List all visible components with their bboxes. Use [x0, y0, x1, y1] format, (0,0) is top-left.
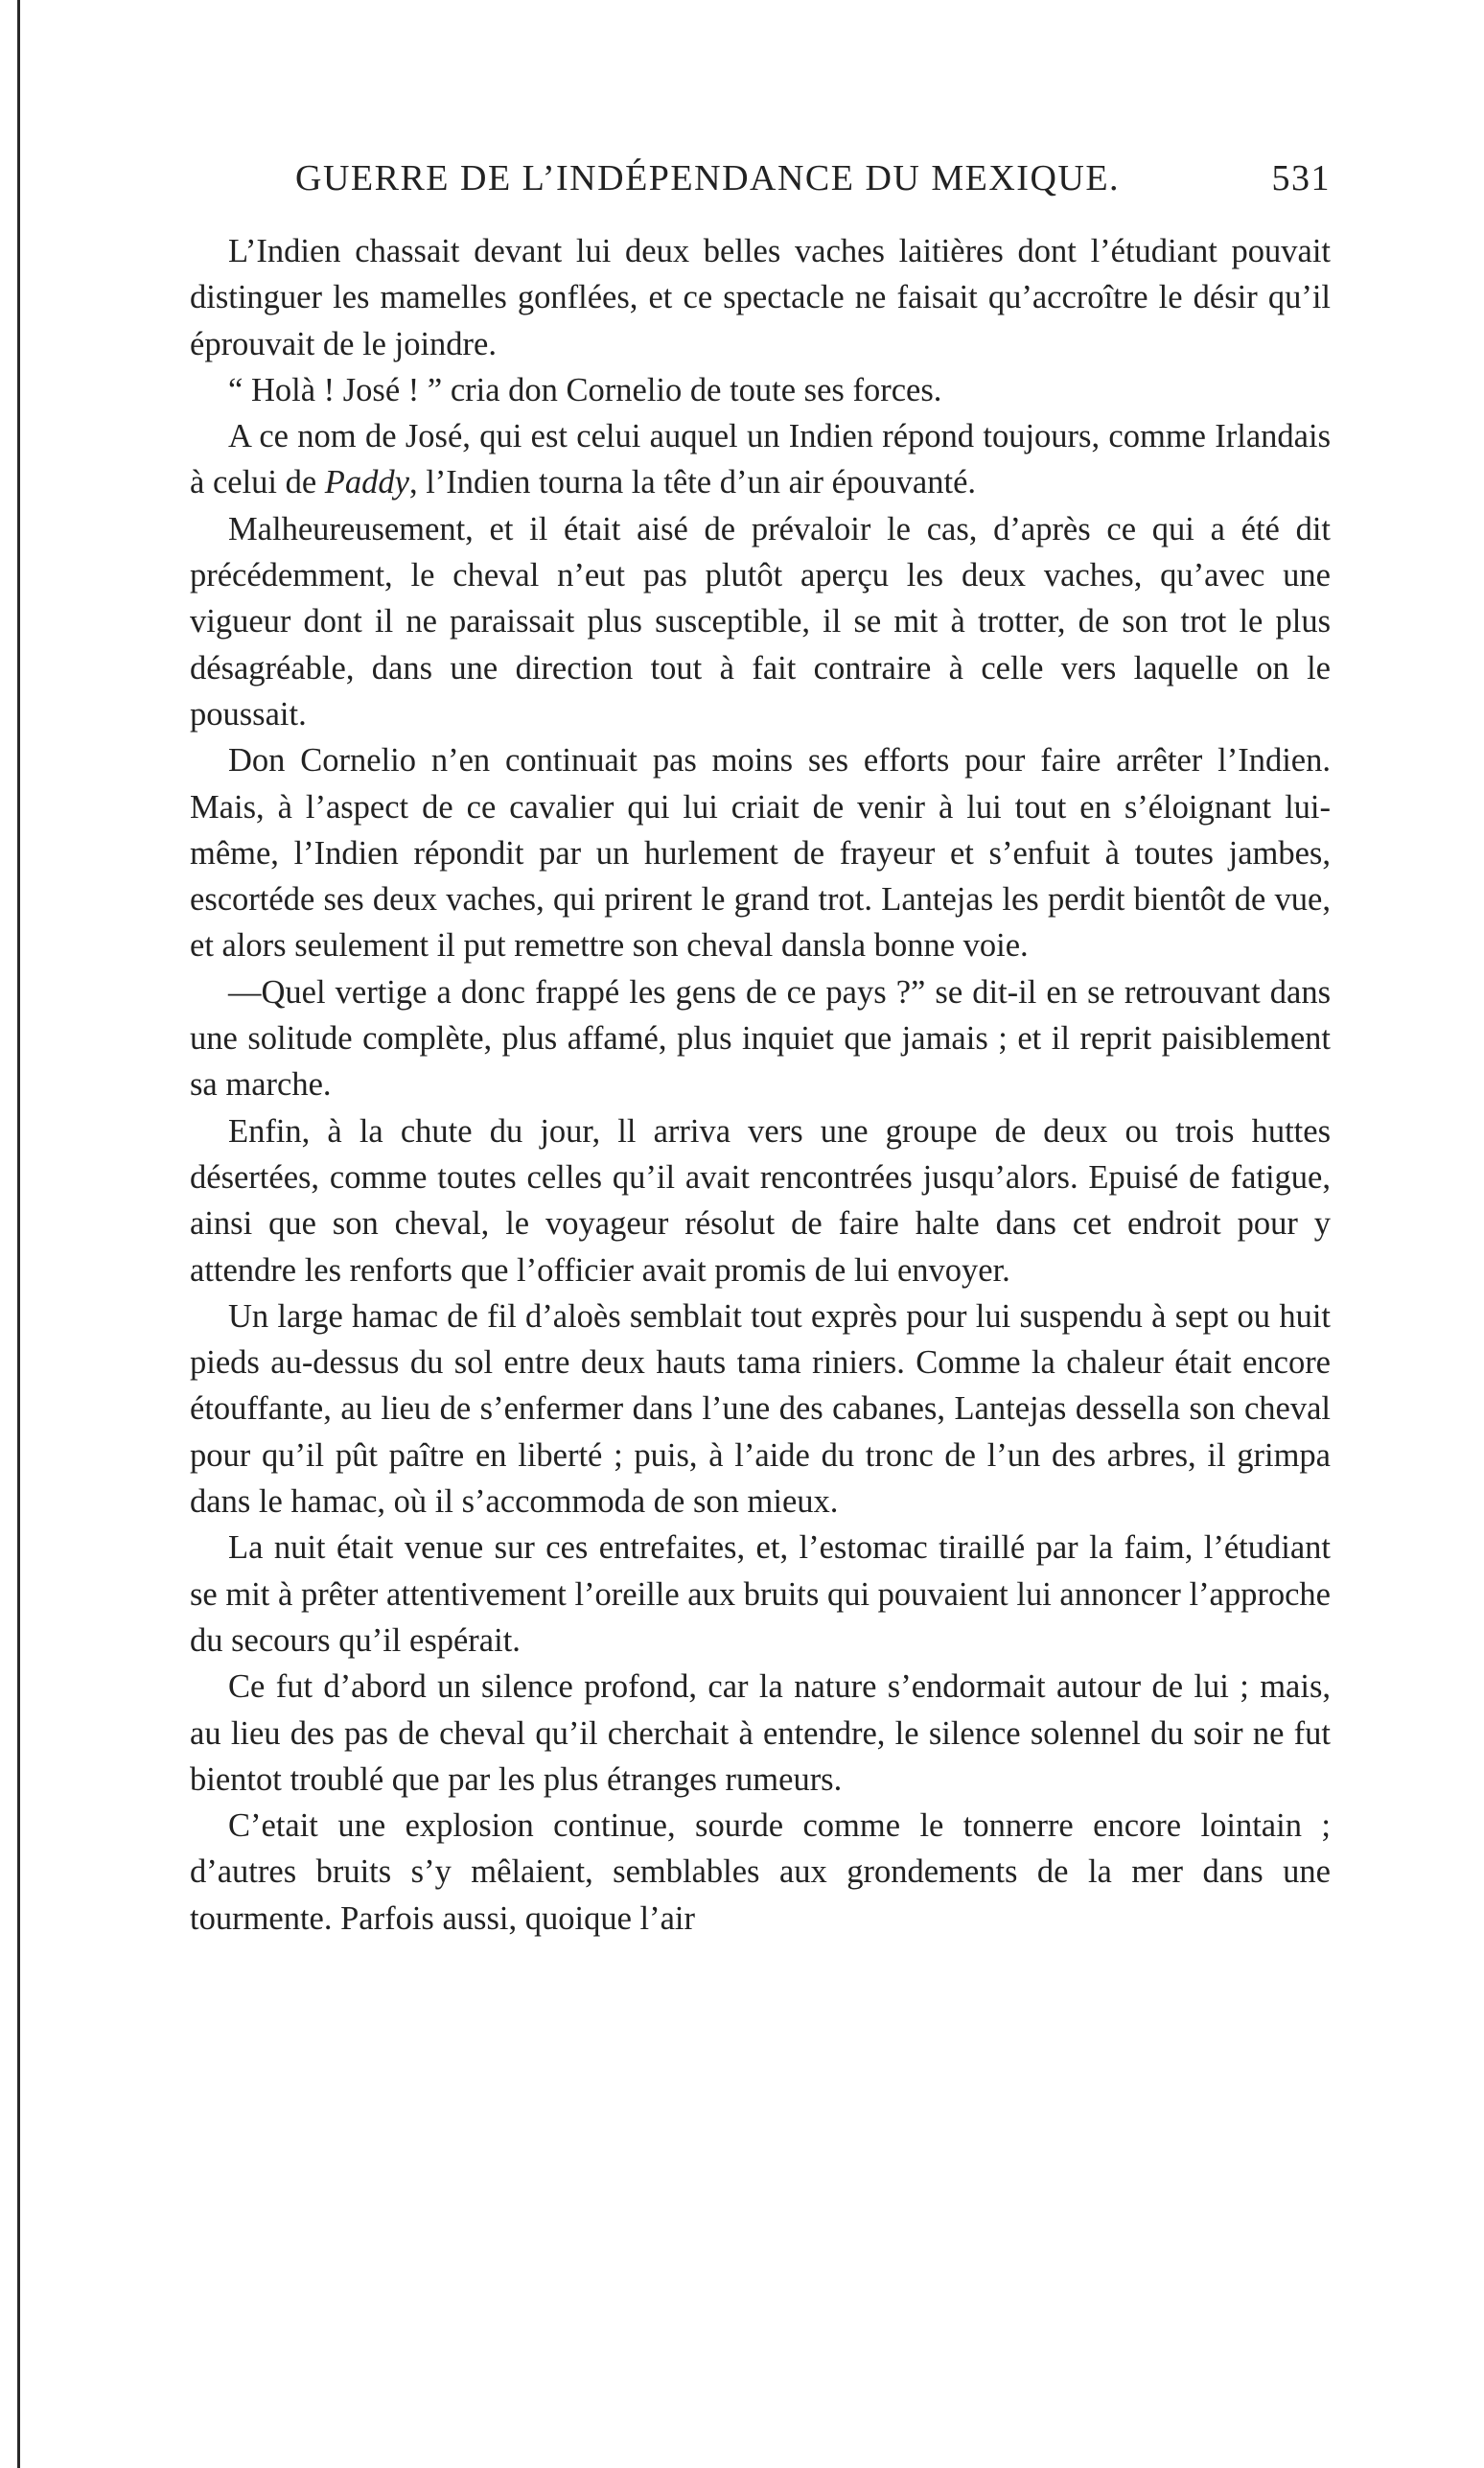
paragraph-2: “ Holà ! José ! ” cria don Cornelio de toute ses forces.: [228, 371, 942, 408]
paragraph-4: Malheureusement, et il était aisé de prévaloir le cas, d’après ce qui a été dit précédemment, le cheval n’eut pas plutôt aperçu les deux vaches, qu’avec une vigueur dont il ne paraissait plus susceptible, il se mit à trotter, de son trot le plus désagréable, dans une direction tout à fait contraire à celle vers laquelle on le poussait.: [190, 510, 1331, 733]
paragraph-3-text-before: A ce nom de José, qui est celui auquel un Indien répond toujours, comme Irlandais à celui de: [190, 418, 1331, 501]
paragraph-7: Enfin, à la chute du jour, ll arriva vers une groupe de deux ou trois huttes désertées, comme toutes celles qu’il avait rencontrées jusqu’alors. Epuisé de fatigue, ainsi que son cheval, le voyageur résolut de faire halte dans cet endroit pour y attendre les renforts que l’officier avait promis de lui envoyer.: [190, 1112, 1331, 1289]
paragraph-11: C’etait une explosion continue, sourde comme le tonnerre encore lointain ; d’autres bruits s’y mêlaient, semblables aux grondements de la mer dans une tourmente. Parfois aussi, quoique l’air: [190, 1807, 1331, 1937]
running-header: [295, 157, 1331, 211]
paragraph-8: Un large hamac de fil d’aloès semblait tout exprès pour lui suspendu à sept ou huit pieds au-dessus du sol entre deux hauts tama riniers. Comme la chaleur était encore étouffante, au lieu de s’enfermer dans l’une des cabanes, Lantejas dessella son cheval pour qu’il pût paître en liberté ; puis, à l’aide du tronc de l’un des arbres, il grimpa dans le hamac, où il s’accommoda de son mieux.: [190, 1297, 1331, 1521]
paragraph-5: Don Cornelio n’en continuait pas moins ses efforts pour faire arrêter l’Indien. Mais, à l’aspect de ce cavalier qui lui criait de venir à lui tout en s’éloignant lui-même, l’Indien répondit par un hurlement de frayeur et s’enfuit à toutes jambes, escortéde ses deux vaches, qui prirent le grand trot. Lantejas les perdit bientôt de vue, et alors seulement il put remettre son cheval dansla bonne voie.: [190, 742, 1331, 965]
page-number: 531: [1271, 158, 1331, 198]
paragraph-3-text-after: , l’Indien tourna la tête d’un air épouvanté.: [408, 464, 977, 501]
paragraph-1: L’Indien chassait devant lui deux belles vaches laitières dont l’étudiant pouvait distinguer les mamelles gonflées, et ce spectacle ne faisait qu’accroître le désir qu’il éprouvait de le joindre.: [190, 233, 1331, 362]
paragraph-3: [190, 413, 1331, 506]
paragraph-9: La nuit était venue sur ces entrefaites, et, l’estomac tiraillé par la faim, l’étudiant se mit à prêter attentivement l’oreille aux bruits qui pouvaient lui annoncer l’approche du secours qu’il espérait.: [190, 1529, 1331, 1659]
binding-edge-line: [17, 0, 20, 2468]
paragraph-3-italic-name: Paddy: [324, 464, 409, 501]
paragraph-10: Ce fut d’abord un silence profond, car la nature s’endormait autour de lui ; mais, au lieu des pas de cheval qu’il cherchait à entendre, le silence solennel du soir ne fut bientot troublé que par les plus étranges rumeurs.: [190, 1668, 1331, 1798]
paragraph-6: —Quel vertige a donc frappé les gens de ce pays ?” se dit-il en se retrouvant dans une solitude complète, plus affamé, plus inquiet que jamais ; et il reprit paisiblement sa marche.: [190, 973, 1331, 1104]
body-text: [190, 228, 1331, 1942]
running-title: GUERRE DE L’INDÉPENDANCE DU MEXIQUE.: [295, 158, 1121, 198]
